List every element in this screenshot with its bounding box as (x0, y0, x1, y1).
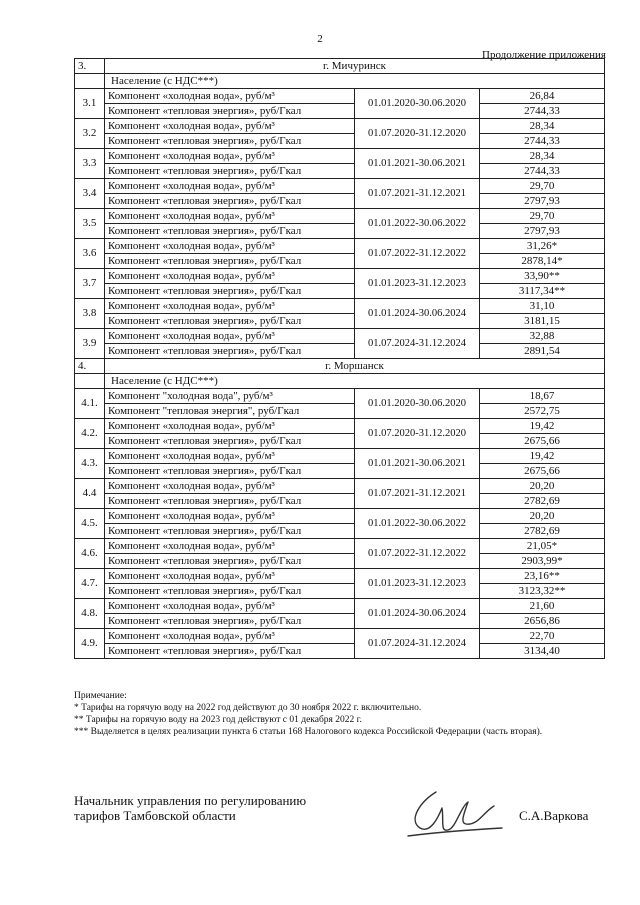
group-row (75, 374, 605, 389)
validity-period: 01.07.2024-31.12.2024 (355, 629, 480, 659)
validity-period: 01.01.2020-30.06.2020 (355, 89, 480, 119)
row-number: 3.5 (75, 209, 105, 239)
cold-water-value: 21,05* (480, 539, 605, 554)
heat-energy-label: Компонент «тепловая энергия», руб/Гкал (105, 164, 355, 179)
heat-energy-value: 2782,69 (480, 524, 605, 539)
row-number: 3.6 (75, 239, 105, 269)
tariff-row (75, 89, 605, 104)
cold-water-value: 21,60 (480, 599, 605, 614)
city-name: г. Моршанск (105, 359, 605, 374)
tariff-row (75, 569, 605, 584)
validity-period: 01.07.2020-31.12.2020 (355, 419, 480, 449)
cold-water-value: 33,90** (480, 269, 605, 284)
validity-period: 01.01.2024-30.06.2024 (355, 299, 480, 329)
heat-energy-value: 3134,40 (480, 644, 605, 659)
cold-water-label: Компонент «холодная вода», руб/м³ (105, 239, 355, 254)
tariff-row (75, 644, 605, 659)
section-header-row (75, 59, 605, 74)
heat-energy-value: 2903,99* (480, 554, 605, 569)
heat-energy-value: 2675,66 (480, 464, 605, 479)
tariff-row (75, 314, 605, 329)
section-number: 3. (75, 59, 105, 74)
heat-energy-label: Компонент «тепловая энергия», руб/Гкал (105, 434, 355, 449)
row-number: 4.3. (75, 449, 105, 479)
validity-period: 01.01.2020-30.06.2020 (355, 389, 480, 419)
tariff-table-body (75, 59, 605, 659)
validity-period: 01.01.2023-31.12.2023 (355, 569, 480, 599)
tariff-row (75, 479, 605, 494)
tariff-row (75, 389, 605, 404)
cold-water-label: Компонент «холодная вода», руб/м³ (105, 209, 355, 224)
cold-water-value: 31,26* (480, 239, 605, 254)
tariff-row (75, 524, 605, 539)
tariff-row (75, 179, 605, 194)
heat-energy-label: Компонент «тепловая энергия», руб/Гкал (105, 224, 355, 239)
heat-energy-label: Компонент «тепловая энергия», руб/Гкал (105, 344, 355, 359)
tariff-row (75, 119, 605, 134)
heat-energy-label: Компонент «тепловая энергия», руб/Гкал (105, 614, 355, 629)
validity-period: 01.07.2021-31.12.2021 (355, 479, 480, 509)
cold-water-label: Компонент "холодная вода", руб/м³ (105, 389, 355, 404)
cold-water-value: 20,20 (480, 479, 605, 494)
heat-energy-label: Компонент «тепловая энергия», руб/Гкал (105, 494, 355, 509)
tariff-row (75, 134, 605, 149)
continuation-note: Продолжение приложения (482, 49, 606, 61)
cold-water-label: Компонент «холодная вода», руб/м³ (105, 89, 355, 104)
tariff-row (75, 599, 605, 614)
heat-energy-label: Компонент «тепловая энергия», руб/Гкал (105, 584, 355, 599)
heat-energy-value: 2675,66 (480, 434, 605, 449)
tariff-table (74, 58, 605, 659)
cold-water-value: 20,20 (480, 509, 605, 524)
heat-energy-value: 3181,15 (480, 314, 605, 329)
cold-water-value: 31,10 (480, 299, 605, 314)
heat-energy-value: 2744,33 (480, 104, 605, 119)
tariff-row (75, 419, 605, 434)
validity-period: 01.01.2022-30.06.2022 (355, 209, 480, 239)
notes-block (74, 690, 604, 738)
consumer-group-label: Население (с НДС***) (105, 74, 605, 89)
heat-energy-label: Компонент "тепловая энергия", руб/Гкал (105, 404, 355, 419)
validity-period: 01.07.2020-31.12.2020 (355, 119, 480, 149)
cold-water-label: Компонент «холодная вода», руб/м³ (105, 119, 355, 134)
signatory-title-line: Начальник управления по регулированию (74, 793, 307, 808)
tariff-row (75, 539, 605, 554)
cold-water-label: Компонент «холодная вода», руб/м³ (105, 419, 355, 434)
cold-water-value: 29,70 (480, 209, 605, 224)
cold-water-label: Компонент «холодная вода», руб/м³ (105, 269, 355, 284)
section-header-row (75, 359, 605, 374)
cold-water-value: 23,16** (480, 569, 605, 584)
tariff-row (75, 299, 605, 314)
cold-water-value: 26,84 (480, 89, 605, 104)
tariff-row (75, 554, 605, 569)
cold-water-value: 22,70 (480, 629, 605, 644)
tariff-row (75, 629, 605, 644)
cold-water-value: 32,88 (480, 329, 605, 344)
cold-water-label: Компонент «холодная вода», руб/м³ (105, 299, 355, 314)
heat-energy-label: Компонент «тепловая энергия», руб/Гкал (105, 104, 355, 119)
tariff-row (75, 224, 605, 239)
tariff-row (75, 344, 605, 359)
heat-energy-label: Компонент «тепловая энергия», руб/Гкал (105, 524, 355, 539)
heat-energy-value: 2782,69 (480, 494, 605, 509)
heat-energy-label: Компонент «тепловая энергия», руб/Гкал (105, 194, 355, 209)
heat-energy-value: 2878,14* (480, 254, 605, 269)
tariff-row (75, 239, 605, 254)
tariff-row (75, 269, 605, 284)
notes-heading: Примечание: (74, 691, 127, 701)
heat-energy-label: Компонент «тепловая энергия», руб/Гкал (105, 314, 355, 329)
cold-water-label: Компонент «холодная вода», руб/м³ (105, 539, 355, 554)
tariff-row (75, 509, 605, 524)
note-item: * Тарифы на горячую воду на 2022 год действуют до 30 ноября 2022 г. включительно. (74, 703, 422, 713)
tariff-row (75, 209, 605, 224)
heat-energy-value: 3123,32** (480, 584, 605, 599)
tariff-row (75, 329, 605, 344)
group-number-empty (75, 374, 105, 389)
cold-water-label: Компонент «холодная вода», руб/м³ (105, 179, 355, 194)
heat-energy-value: 2891,54 (480, 344, 605, 359)
cold-water-value: 19,42 (480, 449, 605, 464)
tariff-row (75, 494, 605, 509)
group-number-empty (75, 74, 105, 89)
cold-water-label: Компонент «холодная вода», руб/м³ (105, 629, 355, 644)
heat-energy-value: 2744,33 (480, 164, 605, 179)
row-number: 3.1 (75, 89, 105, 119)
tariff-row (75, 104, 605, 119)
tariff-row (75, 149, 605, 164)
heat-energy-value: 2572,75 (480, 404, 605, 419)
note-item: ** Тарифы на горячую воду на 2023 год действуют с 01 декабря 2022 г. (74, 715, 362, 725)
row-number: 4.5. (75, 509, 105, 539)
group-row (75, 74, 605, 89)
validity-period: 01.01.2024-30.06.2024 (355, 599, 480, 629)
tariff-row (75, 284, 605, 299)
validity-period: 01.07.2022-31.12.2022 (355, 539, 480, 569)
heat-energy-label: Компонент «тепловая энергия», руб/Гкал (105, 554, 355, 569)
row-number: 4.4 (75, 479, 105, 509)
tariff-row (75, 254, 605, 269)
cold-water-label: Компонент «холодная вода», руб/м³ (105, 329, 355, 344)
tariff-row (75, 584, 605, 599)
page-number: 2 (317, 33, 323, 45)
validity-period: 01.07.2024-31.12.2024 (355, 329, 480, 359)
row-number: 3.7 (75, 269, 105, 299)
tariff-row (75, 194, 605, 209)
row-number: 4.7. (75, 569, 105, 599)
validity-period: 01.07.2022-31.12.2022 (355, 239, 480, 269)
cold-water-value: 28,34 (480, 119, 605, 134)
row-number: 3.3 (75, 149, 105, 179)
cold-water-label: Компонент «холодная вода», руб/м³ (105, 149, 355, 164)
cold-water-value: 29,70 (480, 179, 605, 194)
row-number: 4.6. (75, 539, 105, 569)
tariff-row (75, 434, 605, 449)
signatory-title (74, 793, 306, 823)
cold-water-label: Компонент «холодная вода», руб/м³ (105, 479, 355, 494)
cold-water-value: 18,67 (480, 389, 605, 404)
heat-energy-label: Компонент «тепловая энергия», руб/Гкал (105, 284, 355, 299)
row-number: 3.2 (75, 119, 105, 149)
tariff-row (75, 404, 605, 419)
row-number: 4.8. (75, 599, 105, 629)
heat-energy-label: Компонент «тепловая энергия», руб/Гкал (105, 254, 355, 269)
validity-period: 01.01.2021-30.06.2021 (355, 449, 480, 479)
row-number: 3.9 (75, 329, 105, 359)
row-number: 3.8 (75, 299, 105, 329)
heat-energy-value: 2797,93 (480, 194, 605, 209)
heat-energy-value: 2797,93 (480, 224, 605, 239)
signatory-title-line: тарифов Тамбовской области (74, 808, 236, 823)
cold-water-label: Компонент «холодная вода», руб/м³ (105, 449, 355, 464)
cold-water-label: Компонент «холодная вода», руб/м³ (105, 509, 355, 524)
cold-water-value: 19,42 (480, 419, 605, 434)
cold-water-value: 28,34 (480, 149, 605, 164)
city-name: г. Мичуринск (105, 59, 605, 74)
row-number: 4.2. (75, 419, 105, 449)
heat-energy-value: 3117,34** (480, 284, 605, 299)
heat-energy-value: 2744,33 (480, 134, 605, 149)
section-number: 4. (75, 359, 105, 374)
cold-water-label: Компонент «холодная вода», руб/м³ (105, 599, 355, 614)
row-number: 4.9. (75, 629, 105, 659)
consumer-group-label: Население (с НДС***) (105, 374, 605, 389)
heat-energy-value: 2656,86 (480, 614, 605, 629)
validity-period: 01.07.2021-31.12.2021 (355, 179, 480, 209)
heat-energy-label: Компонент «тепловая энергия», руб/Гкал (105, 464, 355, 479)
heat-energy-label: Компонент «тепловая энергия», руб/Гкал (105, 644, 355, 659)
validity-period: 01.01.2022-30.06.2022 (355, 509, 480, 539)
tariff-row (75, 614, 605, 629)
heat-energy-label: Компонент «тепловая энергия», руб/Гкал (105, 134, 355, 149)
validity-period: 01.01.2023-31.12.2023 (355, 269, 480, 299)
cold-water-label: Компонент «холодная вода», руб/м³ (105, 569, 355, 584)
row-number: 4.1. (75, 389, 105, 419)
handwritten-signature (398, 784, 508, 844)
signatory-name: С.А.Варкова (519, 808, 589, 823)
tariff-row (75, 464, 605, 479)
tariff-row (75, 449, 605, 464)
note-item: *** Выделяется в целях реализации пункта 6 статьи 168 Налогового кодекса Российской Федерации (часть вторая). (74, 727, 543, 737)
row-number: 3.4 (75, 179, 105, 209)
validity-period: 01.01.2021-30.06.2021 (355, 149, 480, 179)
tariff-row (75, 164, 605, 179)
